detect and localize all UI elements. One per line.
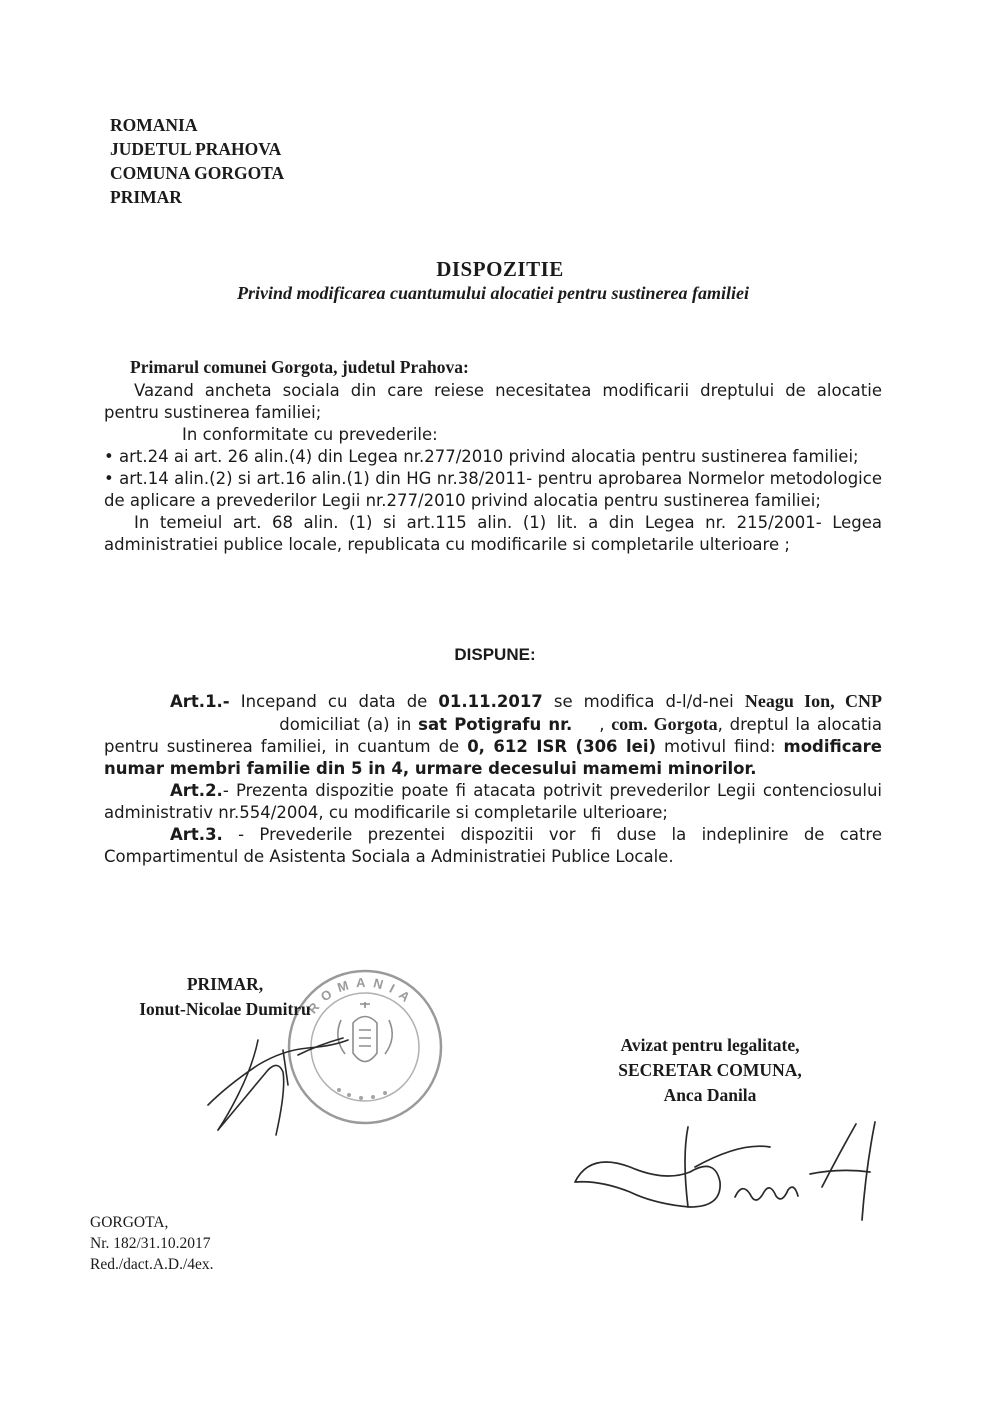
article-label: Art.2. bbox=[170, 781, 223, 800]
article-text: - Prezenta dispozitie poate fi atacata potrivit prevederilor Legii contenciosului administrativ nr.554/2004, cu modificarile si completarile ulterioare; bbox=[104, 781, 882, 822]
beneficiary-address: sat Potigrafu nr. bbox=[418, 715, 573, 734]
beneficiary-name: Neagu Ion, CNP bbox=[744, 691, 882, 711]
bullet-item bbox=[104, 468, 882, 512]
preamble bbox=[104, 380, 882, 556]
mayor-title: PRIMAR, bbox=[186, 974, 264, 994]
bullet-icon: • bbox=[104, 469, 120, 488]
header-county: JUDETUL PRAHOVA bbox=[110, 139, 282, 159]
dispune-heading: DISPUNE: bbox=[454, 645, 536, 664]
header-country: ROMANIA bbox=[110, 115, 198, 135]
modification-reason: modificare numar membri familie din 5 in 4, urmare decesului mamemi minorilor. bbox=[104, 737, 882, 778]
intro-line: Primarul comunei Gorgota, judetul Prahova: bbox=[130, 357, 469, 377]
preamble-paragraph: In temeiul art. 68 alin. (1) si art.115 alin. (1) lit. a din Legea nr. 215/2001- Legea administratiei publice locale, republicata cu modificarile si completarile ulterioare ; bbox=[104, 513, 882, 554]
mayor-signature-block bbox=[100, 972, 350, 1022]
bullet-item bbox=[104, 446, 882, 468]
article-text: , dreptul la alocatia pentru sustinerea familiei, in cuantum de bbox=[104, 715, 882, 756]
issuer-header bbox=[110, 113, 284, 209]
secretary-title: SECRETAR COMUNA, bbox=[618, 1060, 802, 1080]
article-text: , bbox=[572, 715, 612, 734]
allowance-amount: 0, 612 ISR (306 lei) bbox=[467, 737, 657, 756]
footer-place: GORGOTA, bbox=[90, 1214, 169, 1231]
effective-date: 01.11.2017 bbox=[438, 692, 543, 711]
stamp-text: ROMANIA bbox=[304, 974, 419, 1017]
bullet-icon: • bbox=[104, 447, 119, 466]
preamble-paragraph: Vazand ancheta sociala din care reiese necesitatea modificarii dreptului de alocatie pentru sustinerea familiei; bbox=[104, 381, 882, 422]
bullet-text: art.14 alin.(2) si art.16 alin.(1) din HG nr.38/2011- pentru aprobarea Normelor metodologice de aplicare a prevederilor Legii nr.277/2010 privind alocatia pentru sustinerea familiei; bbox=[104, 469, 882, 510]
beneficiary-commune: com. Gorgota bbox=[611, 714, 718, 734]
secretary-signature bbox=[570, 1112, 900, 1222]
legality-notice: Avizat pentru legalitate, bbox=[620, 1035, 800, 1055]
document-title: DISPOZITIE bbox=[436, 257, 564, 281]
articles bbox=[104, 690, 882, 868]
secretary-name: Anca Danila bbox=[663, 1085, 757, 1105]
mayor-signature bbox=[198, 1010, 378, 1140]
article-1 bbox=[104, 690, 882, 780]
article-text: - Prevederile prezentei dispozitii vor fi duse la indeplinire de catre Compartimentul de Asistenta Sociala a Administratiei Publice Locale. bbox=[104, 825, 882, 866]
mayor-name: Ionut-Nicolae Dumitru bbox=[139, 999, 311, 1019]
footer-registration-number: Nr. 182/31.10.2017 bbox=[90, 1235, 211, 1252]
registration-footer bbox=[90, 1212, 214, 1275]
article-text: motivul fiind: bbox=[656, 737, 784, 756]
article-label: Art.3. bbox=[170, 825, 223, 844]
header-commune: COMUNA GORGOTA bbox=[110, 163, 285, 183]
preamble-paragraph: In conformitate cu prevederile: bbox=[182, 425, 438, 444]
article-3 bbox=[104, 824, 882, 868]
article-text: domiciliat (a) in bbox=[104, 715, 419, 734]
article-text: Incepand cu data de bbox=[229, 692, 439, 711]
article-2 bbox=[104, 780, 882, 824]
header-office: PRIMAR bbox=[110, 187, 182, 207]
article-label: Art.1.- bbox=[170, 692, 230, 711]
secretary-signature-block bbox=[565, 1033, 855, 1108]
bullet-text: art.24 ai art. 26 alin.(4) din Legea nr.277/2010 privind alocatia pentru sustinerea familiei; bbox=[118, 447, 859, 466]
article-text: se modifica d-l/d-nei bbox=[542, 692, 745, 711]
footer-drafting-info: Red./dact.A.D./4ex. bbox=[90, 1256, 214, 1273]
document-subtitle: Privind modificarea cuantumului alocatiei pentru sustinerea familiei bbox=[236, 283, 750, 303]
